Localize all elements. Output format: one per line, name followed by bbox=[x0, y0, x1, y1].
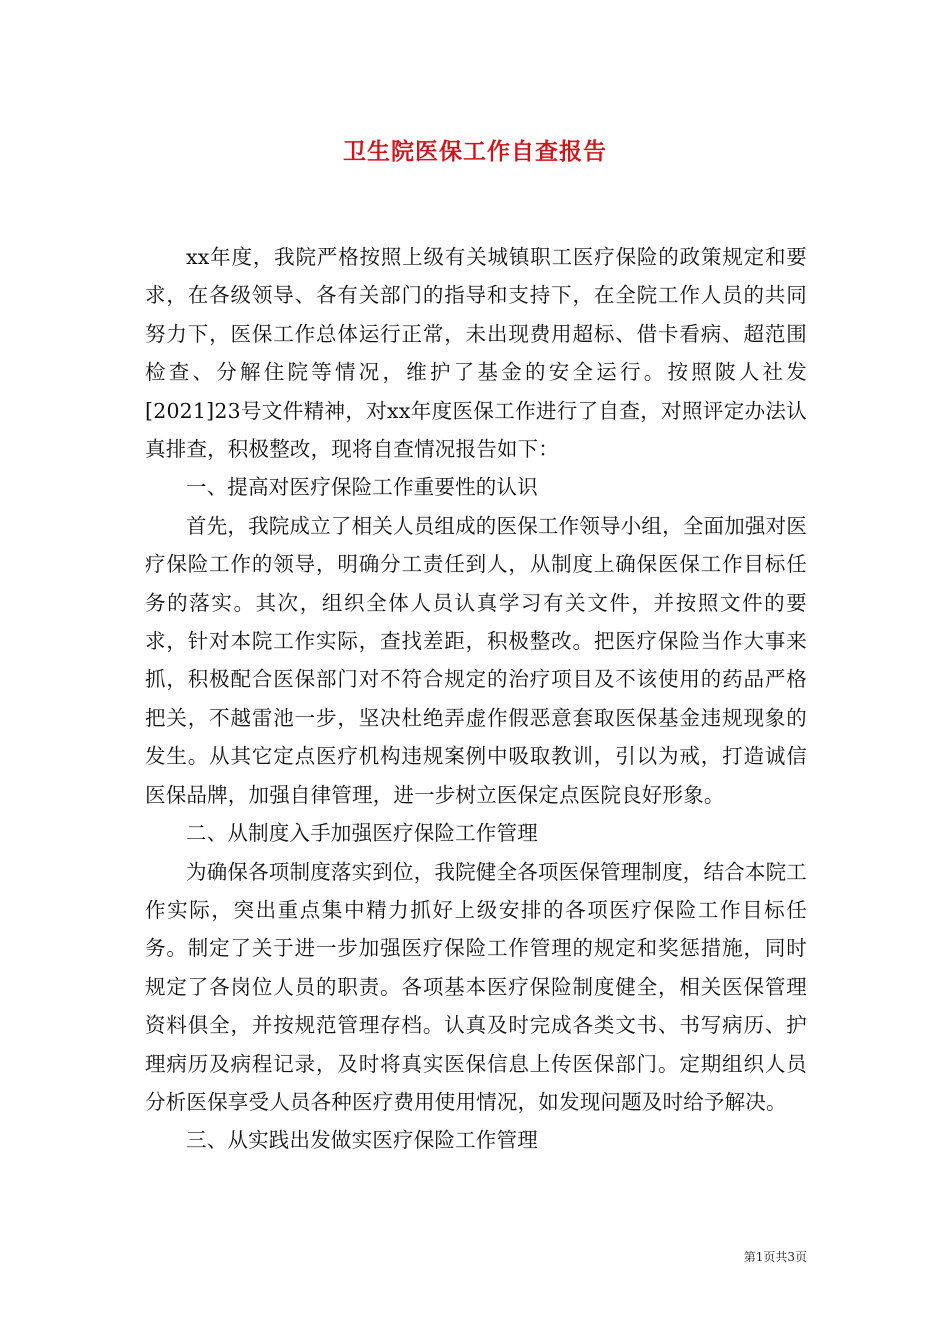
document-body bbox=[145, 238, 807, 1160]
section-1-paragraph: 首先，我院成立了相关人员组成的医保工作领导小组，全面加强对医疗保险工作的领导，明确分工责任到人，从制度上确保医保工作目标任务的落实。其次，组织全体人员认真学习有关文件，并按照文件的要求，针对本院工作实际，查找差距，积极整改。把医疗保险当作大事来抓，积极配合医保部门对不符合规定的治疗项目及不该使用的药品严格把关，不越雷池一步，坚决杜绝弄虚作假恶意套取医保基金违规现象的发生。从其它定点医疗机构违规案例中吸取教训，引以为戒，打造诚信医保品牌，加强自律管理，进一步树立医保定点医院良好形象。 bbox=[145, 513, 807, 807]
section-3-heading: 三、从实践出发做实医疗保险工作管理 bbox=[186, 1128, 538, 1153]
document-title: 卫生院医保工作自查报告 bbox=[343, 138, 607, 165]
intro-paragraph: xx年度，我院严格按照上级有关城镇职工医疗保险的政策规定和要求，在各级领导、各有关部门的指导和支持下，在全院工作人员的共同努力下，医保工作总体运行正常，未出现费用超标、借卡看病、超范围检查、分解住院等情况，维护了基金的安全运行。按照陂人社发[2021]23号文件精神，对xx年度医保工作进行了自查，对照评定办法认真排查，积极整改，现将自查情况报告如下： bbox=[145, 245, 807, 462]
section-2-heading: 二、从制度入手加强医疗保险工作管理 bbox=[186, 821, 538, 846]
page-number: 第1页共3页 bbox=[743, 1250, 807, 1264]
section-2-paragraph: 为确保各项制度落实到位，我院健全各项医保管理制度，结合本院工作实际，突出重点集中精力抓好上级安排的各项医疗保险工作目标任务。制定了关于进一步加强医疗保险工作管理的规定和奖惩措施，同时规定了各岗位人员的职责。各项基本医疗保险制度健全，相关医保管理资料俱全，并按规范管理存档。认真及时完成各类文书、书写病历、护理病历及病程记录，及时将真实医保信息上传医保部门。定期组织人员分析医保享受人员各种医疗费用使用情况，如发现问题及时给予解决。 bbox=[145, 859, 807, 1114]
section-1-heading: 一、提高对医疗保险工作重要性的认识 bbox=[186, 475, 538, 500]
